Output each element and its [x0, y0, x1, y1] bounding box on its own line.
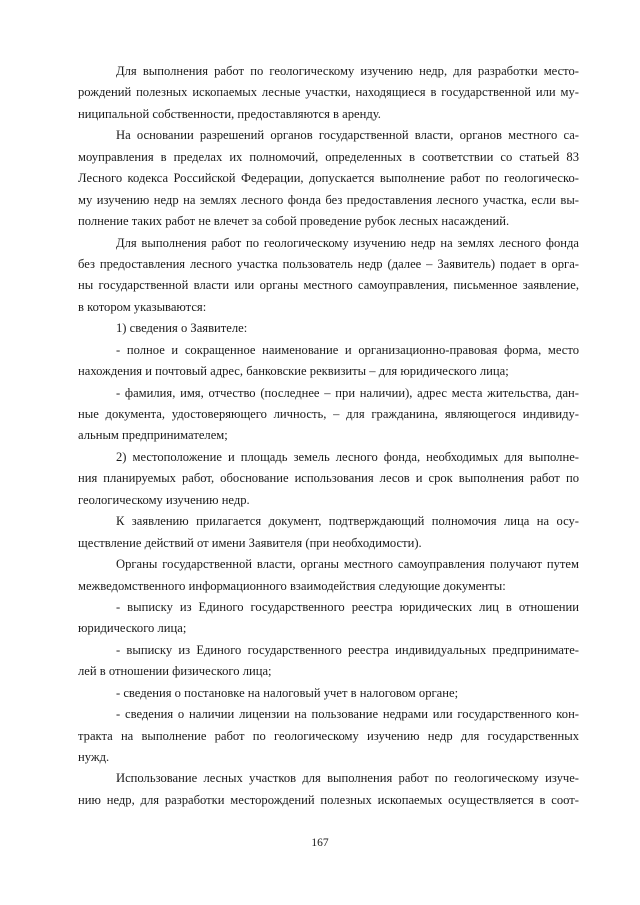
paragraph	[78, 704, 579, 768]
text-line: юридического лица;	[78, 621, 187, 636]
text-line: ниципальной собственности, предоставляются в аренду.	[78, 106, 381, 121]
text-line: ществление действий от имени Заявителя (при необходимости).	[78, 535, 422, 550]
paragraph	[78, 233, 579, 319]
paragraph	[78, 640, 579, 683]
text-line: 1) сведения о Заявителе:	[116, 321, 248, 336]
text-line: Лесного кодекса Российской Федерации, допускается выполнение работ по геологическо-	[78, 171, 579, 186]
paragraph	[78, 447, 579, 511]
text-line: 2) местоположение и площадь земель лесного фонда, необходимых для выполне-	[116, 449, 579, 464]
text-line: - фамилия, имя, отчество (последнее – при наличии), адрес места жительства, дан-	[116, 385, 579, 400]
paragraph	[78, 683, 579, 704]
text-line: межведомственного информационного взаимодействия следующие документы:	[78, 578, 506, 593]
paragraph	[78, 554, 579, 597]
paragraph	[78, 318, 579, 339]
text-line: Использование лесных участков для выполнения работ по геологическому изуче-	[116, 771, 579, 786]
paragraph	[78, 768, 579, 811]
paragraph	[78, 125, 579, 232]
text-line: - полное и сокращенное наименование и организационно-правовая форма, место	[116, 342, 579, 357]
text-line: На основании разрешений органов государственной власти, органов местного са-	[116, 128, 579, 143]
text-line: рождений полезных ископаемых лесные участки, находящиеся в государственной или му-	[78, 85, 579, 100]
text-line: без предоставления лесного участка пользователь недр (далее – Заявитель) подает в орга-	[78, 256, 579, 271]
paragraph	[78, 61, 579, 125]
text-line: Для выполнения работ по геологическому изучению недр, для разработки место-	[116, 64, 579, 78]
text-line: в котором указываются:	[78, 299, 207, 314]
text-line: нужд.	[78, 750, 110, 764]
paragraph	[78, 383, 579, 447]
text-line: му изучению недр на землях лесного фонда без предоставления лесного участка, если вы-	[78, 192, 579, 207]
text-line: моуправления в пределах их полномочий, определенных в соответствии со статьей 83	[78, 149, 579, 164]
text-line: геологическому изучению недр.	[78, 492, 250, 507]
text-line: Органы государственной власти, органы местного самоуправления получают путем	[116, 557, 579, 572]
body-text	[78, 61, 579, 811]
text-line: - выписку из Единого государственного реестра юридических лиц в отношении	[116, 599, 579, 614]
paragraph	[78, 340, 579, 383]
paragraph	[78, 511, 579, 554]
text-line: - выписку из Единого государственного реестра индивидуальных предпринимате-	[116, 642, 579, 657]
page-number: 167	[311, 837, 329, 849]
text-line: нахождения и почтовый адрес, банковские реквизиты – для юридического лица;	[78, 364, 509, 379]
text-line: - сведения о наличии лицензии на пользование недрами или государственного кон-	[116, 707, 579, 722]
text-line: альным предпринимателем;	[78, 428, 228, 443]
text-line: ные документа, удостоверяющего личность, – для гражданина, являющегося индивиду-	[78, 407, 579, 421]
paragraph	[78, 597, 579, 640]
text-line: полнение таких работ не влечет за собой проведение рубок лесных насаждений.	[78, 214, 510, 229]
text-line: тракта на выполнение работ по геологическому изучению недр для государственных	[78, 728, 579, 743]
text-line: Для выполнения работ по геологическому изучению недр на землях лесного фонда	[116, 235, 579, 250]
text-line: ны государственной власти или органы местного самоуправления, письменное заявление,	[78, 278, 579, 293]
text-line: лей в отношении физического лица;	[78, 664, 272, 679]
text-line: - сведения о постановке на налоговый учет в налоговом органе;	[116, 685, 459, 700]
text-line: ния планируемых работ, обоснование использования лесов и срок выполнения работ по	[78, 471, 579, 486]
text-line: нию недр, для разработки месторождений полезных ископаемых осуществляется в соот-	[78, 792, 579, 807]
text-line: К заявлению прилагается документ, подтверждающий полномочия лица на осу-	[116, 514, 579, 529]
